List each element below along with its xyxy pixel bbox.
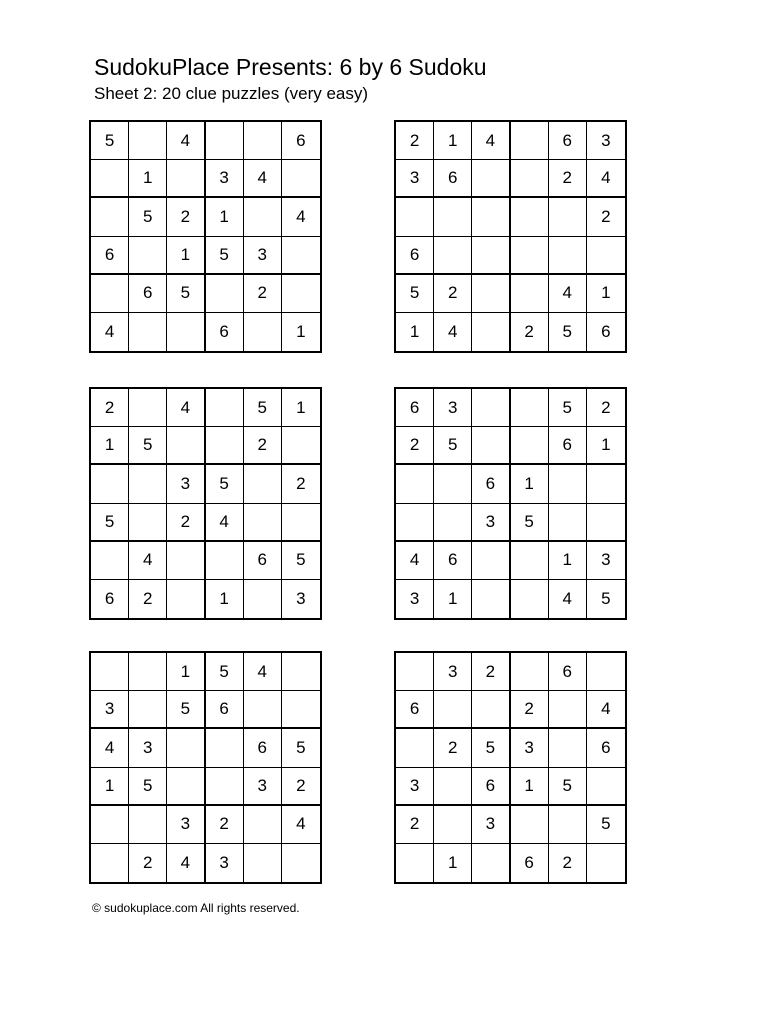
sudoku-cell: 5 bbox=[601, 588, 611, 608]
sudoku-cell: 2 bbox=[549, 160, 587, 198]
sudoku-cell: 2 bbox=[244, 275, 282, 313]
sudoku-cell bbox=[167, 768, 205, 806]
sudoku-cell: 1 bbox=[434, 122, 472, 160]
sudoku-cell: 2 bbox=[167, 504, 205, 542]
sudoku-cell: 1 bbox=[296, 321, 306, 341]
sudoku-cell: 5 bbox=[396, 275, 434, 313]
sudoku-cell: 6 bbox=[601, 321, 611, 341]
sudoku-cell: 4 bbox=[282, 806, 320, 844]
sudoku-cell bbox=[206, 122, 244, 160]
sudoku-cell: 6 bbox=[91, 580, 129, 618]
sudoku-cell bbox=[472, 313, 510, 351]
sudoku-cell: 4 bbox=[549, 580, 587, 618]
sudoku-cell: 1 bbox=[129, 160, 167, 198]
sudoku-cell bbox=[244, 313, 282, 351]
sudoku-cell bbox=[587, 465, 625, 503]
sudoku-cell: 2 bbox=[511, 313, 549, 351]
sudoku-cell: 2 bbox=[129, 580, 167, 618]
sudoku-cell: 6 bbox=[434, 542, 472, 580]
sudoku-cell bbox=[282, 653, 320, 691]
sudoku-cell bbox=[511, 580, 549, 618]
sudoku-cell: 1 bbox=[511, 768, 549, 806]
sudoku-cell bbox=[244, 504, 282, 542]
sudoku-cell bbox=[396, 465, 434, 503]
sudoku-cell: 5 bbox=[167, 691, 205, 729]
sudoku-cell: 3 bbox=[244, 237, 282, 275]
sudoku-cell: 2 bbox=[282, 768, 320, 806]
sudoku-cell: 3 bbox=[129, 729, 167, 767]
sudoku-cell bbox=[129, 691, 167, 729]
sudoku-cell: 1 bbox=[434, 844, 472, 882]
sudoku-cell: 2 bbox=[434, 729, 472, 767]
sudoku-cell bbox=[396, 729, 434, 767]
sudoku-cell bbox=[282, 844, 320, 882]
sudoku-cell: 4 bbox=[587, 691, 625, 729]
sudoku-cell: 2 bbox=[206, 806, 244, 844]
sudoku-cell: 6 bbox=[472, 768, 510, 806]
sudoku-cell: 5 bbox=[549, 768, 587, 806]
sudoku-cell bbox=[396, 844, 434, 882]
sudoku-cell bbox=[129, 504, 167, 542]
sudoku-cell: 3 bbox=[472, 504, 510, 542]
sudoku-cell: 2 bbox=[434, 275, 472, 313]
sudoku-cell: 2 bbox=[129, 844, 167, 882]
sudoku-cell: 4 bbox=[206, 504, 244, 542]
sudoku-cell: 5 bbox=[91, 122, 129, 160]
sudoku-cell bbox=[244, 806, 282, 844]
sudoku-cell: 3 bbox=[91, 691, 129, 729]
sudoku-cell: 1 bbox=[587, 427, 625, 465]
sudoku-cell: 2 bbox=[587, 198, 625, 236]
sudoku-cell: 2 bbox=[396, 122, 434, 160]
sudoku-cell: 3 bbox=[167, 806, 205, 844]
sudoku-cell bbox=[91, 844, 129, 882]
sudoku-cell bbox=[434, 465, 472, 503]
sudoku-cell bbox=[434, 198, 472, 236]
sudoku-cell bbox=[282, 504, 320, 542]
sudoku-cell: 5 bbox=[129, 198, 167, 236]
sudoku-cell bbox=[91, 198, 129, 236]
sudoku-cell bbox=[587, 844, 625, 882]
sudoku-cell: 1 bbox=[511, 465, 549, 503]
sudoku-cell: 3 bbox=[587, 542, 625, 580]
sudoku-cell bbox=[511, 389, 549, 427]
sudoku-grid-5 bbox=[89, 651, 322, 884]
sudoku-cell bbox=[129, 806, 167, 844]
sudoku-cell bbox=[511, 542, 549, 580]
sudoku-cell: 2 bbox=[396, 806, 434, 844]
sudoku-cell bbox=[396, 653, 434, 691]
sudoku-grid-6 bbox=[394, 651, 627, 884]
sudoku-cell bbox=[244, 844, 282, 882]
sudoku-cell: 3 bbox=[396, 160, 434, 198]
sudoku-cell bbox=[91, 465, 129, 503]
sudoku-cell: 6 bbox=[587, 729, 625, 767]
sudoku-cell: 5 bbox=[206, 237, 244, 275]
sudoku-cell bbox=[472, 691, 510, 729]
sudoku-cell bbox=[549, 237, 587, 275]
sudoku-cell bbox=[472, 160, 510, 198]
sudoku-cell bbox=[511, 198, 549, 236]
sudoku-cell: 4 bbox=[472, 122, 510, 160]
sudoku-cell: 5 bbox=[282, 542, 320, 580]
sudoku-cell: 4 bbox=[587, 160, 625, 198]
sudoku-cell: 2 bbox=[587, 389, 625, 427]
sudoku-cell: 6 bbox=[549, 427, 587, 465]
sudoku-cell: 5 bbox=[206, 653, 244, 691]
sudoku-cell bbox=[167, 542, 205, 580]
sudoku-cell bbox=[282, 275, 320, 313]
sudoku-cell bbox=[282, 160, 320, 198]
sudoku-cell bbox=[472, 844, 510, 882]
sudoku-grid-3 bbox=[89, 387, 322, 620]
sudoku-cell bbox=[511, 122, 549, 160]
sudoku-cell bbox=[244, 580, 282, 618]
sudoku-cell: 4 bbox=[167, 389, 205, 427]
sudoku-cell bbox=[549, 465, 587, 503]
sudoku-cell: 6 bbox=[206, 313, 244, 351]
sudoku-cell bbox=[587, 237, 625, 275]
sudoku-cell bbox=[206, 542, 244, 580]
page-title: SudokuPlace Presents: 6 by 6 Sudoku bbox=[94, 54, 487, 80]
sudoku-cell: 6 bbox=[396, 237, 434, 275]
sudoku-cell bbox=[282, 237, 320, 275]
sudoku-grid-1 bbox=[89, 120, 322, 353]
sudoku-cell: 6 bbox=[549, 122, 587, 160]
sudoku-cell bbox=[244, 465, 282, 503]
sudoku-cell: 3 bbox=[167, 465, 205, 503]
sudoku-cell: 3 bbox=[511, 729, 549, 767]
sudoku-cell bbox=[549, 806, 587, 844]
sudoku-cell: 5 bbox=[282, 729, 320, 767]
sudoku-cell bbox=[472, 389, 510, 427]
copyright-notice: © sudokuplace.com All rights reserved. bbox=[92, 901, 300, 915]
sudoku-cell bbox=[587, 504, 625, 542]
sudoku-cell: 2 bbox=[282, 465, 320, 503]
sudoku-cell: 2 bbox=[167, 198, 205, 236]
sudoku-cell: 5 bbox=[511, 504, 549, 542]
sudoku-cell: 6 bbox=[511, 844, 549, 882]
sudoku-cell: 6 bbox=[282, 122, 320, 160]
sudoku-cell bbox=[244, 691, 282, 729]
sudoku-cell bbox=[129, 237, 167, 275]
sudoku-cell bbox=[167, 160, 205, 198]
sudoku-cell bbox=[206, 427, 244, 465]
sudoku-cell bbox=[167, 313, 205, 351]
sudoku-cell: 6 bbox=[434, 160, 472, 198]
sudoku-cell bbox=[511, 275, 549, 313]
sudoku-cell bbox=[511, 653, 549, 691]
sudoku-cell bbox=[396, 198, 434, 236]
sudoku-cell bbox=[244, 198, 282, 236]
sudoku-cell: 1 bbox=[206, 198, 244, 236]
sudoku-cell bbox=[91, 275, 129, 313]
sudoku-cell bbox=[91, 160, 129, 198]
sudoku-cell: 5 bbox=[91, 504, 129, 542]
sudoku-cell: 2 bbox=[244, 427, 282, 465]
sudoku-cell: 4 bbox=[282, 198, 320, 236]
sudoku-cell bbox=[434, 768, 472, 806]
sudoku-cell bbox=[511, 427, 549, 465]
sudoku-cell bbox=[434, 806, 472, 844]
sudoku-cell bbox=[129, 653, 167, 691]
sudoku-cell: 3 bbox=[587, 122, 625, 160]
sudoku-cell bbox=[167, 580, 205, 618]
sudoku-cell bbox=[91, 806, 129, 844]
sudoku-cell: 1 bbox=[587, 275, 625, 313]
sudoku-cell: 2 bbox=[91, 389, 129, 427]
sudoku-cell bbox=[511, 160, 549, 198]
sudoku-cell: 1 bbox=[91, 768, 129, 806]
sudoku-cell: 6 bbox=[129, 275, 167, 313]
sudoku-cell bbox=[167, 427, 205, 465]
sudoku-cell: 1 bbox=[167, 653, 205, 691]
sudoku-cell: 1 bbox=[206, 580, 244, 618]
sudoku-cell: 6 bbox=[472, 465, 510, 503]
sudoku-cell bbox=[434, 237, 472, 275]
sudoku-cell: 2 bbox=[511, 691, 549, 729]
sudoku-cell: 6 bbox=[91, 237, 129, 275]
sudoku-cell bbox=[587, 653, 625, 691]
sudoku-cell bbox=[282, 427, 320, 465]
sudoku-cell bbox=[129, 465, 167, 503]
sudoku-cell: 1 bbox=[282, 389, 320, 427]
sudoku-cell bbox=[167, 729, 205, 767]
sudoku-cell: 6 bbox=[244, 729, 282, 767]
sudoku-cell bbox=[472, 198, 510, 236]
sudoku-cell bbox=[282, 691, 320, 729]
sudoku-cell: 1 bbox=[91, 427, 129, 465]
sudoku-cell: 1 bbox=[167, 237, 205, 275]
sudoku-cell bbox=[549, 198, 587, 236]
sudoku-cell: 4 bbox=[167, 122, 205, 160]
sudoku-cell bbox=[511, 237, 549, 275]
sudoku-grid-2 bbox=[394, 120, 627, 353]
sudoku-cell: 3 bbox=[396, 768, 434, 806]
sudoku-cell: 5 bbox=[206, 465, 244, 503]
sudoku-grid-4 bbox=[394, 387, 627, 620]
sudoku-cell: 3 bbox=[206, 844, 244, 882]
sudoku-cell: 4 bbox=[244, 160, 282, 198]
sudoku-cell: 5 bbox=[244, 389, 282, 427]
sudoku-cell: 2 bbox=[472, 653, 510, 691]
sudoku-cell: 2 bbox=[549, 844, 587, 882]
sudoku-cell: 5 bbox=[549, 313, 587, 351]
sudoku-cell: 5 bbox=[129, 768, 167, 806]
sudoku-cell bbox=[206, 275, 244, 313]
sudoku-cell: 3 bbox=[434, 389, 472, 427]
sudoku-cell bbox=[244, 122, 282, 160]
sudoku-cell: 3 bbox=[434, 653, 472, 691]
sudoku-cell: 4 bbox=[129, 542, 167, 580]
sudoku-cell bbox=[549, 729, 587, 767]
sudoku-cell bbox=[129, 122, 167, 160]
sudoku-cell: 4 bbox=[396, 542, 434, 580]
sudoku-cell bbox=[472, 580, 510, 618]
sudoku-cell bbox=[549, 504, 587, 542]
sudoku-cell bbox=[129, 389, 167, 427]
sudoku-cell bbox=[549, 691, 587, 729]
sudoku-cell bbox=[434, 691, 472, 729]
sudoku-cell: 2 bbox=[396, 427, 434, 465]
sudoku-cell: 3 bbox=[396, 580, 434, 618]
sudoku-cell bbox=[472, 427, 510, 465]
sudoku-cell: 5 bbox=[472, 729, 510, 767]
sudoku-cell bbox=[206, 729, 244, 767]
sudoku-cell bbox=[472, 237, 510, 275]
sudoku-cell bbox=[472, 542, 510, 580]
sudoku-cell: 4 bbox=[549, 275, 587, 313]
sudoku-cell: 4 bbox=[167, 844, 205, 882]
sudoku-cell bbox=[434, 504, 472, 542]
sudoku-cell: 5 bbox=[549, 389, 587, 427]
sudoku-cell: 4 bbox=[244, 653, 282, 691]
sudoku-cell: 1 bbox=[549, 542, 587, 580]
sudoku-cell bbox=[91, 653, 129, 691]
sudoku-cell: 4 bbox=[91, 313, 129, 351]
sudoku-cell: 6 bbox=[206, 691, 244, 729]
sudoku-cell: 5 bbox=[587, 806, 625, 844]
sudoku-cell: 6 bbox=[244, 542, 282, 580]
sudoku-cell bbox=[91, 542, 129, 580]
sudoku-cell: 5 bbox=[129, 427, 167, 465]
page-subtitle: Sheet 2: 20 clue puzzles (very easy) bbox=[94, 84, 369, 103]
sudoku-cell: 5 bbox=[434, 427, 472, 465]
sudoku-cell: 6 bbox=[549, 653, 587, 691]
sudoku-cell: 3 bbox=[472, 806, 510, 844]
sudoku-cell: 6 bbox=[396, 691, 434, 729]
sudoku-cell bbox=[587, 768, 625, 806]
sudoku-cell: 1 bbox=[396, 313, 434, 351]
sudoku-cell: 3 bbox=[206, 160, 244, 198]
sudoku-cell: 3 bbox=[296, 588, 306, 608]
sudoku-cell bbox=[129, 313, 167, 351]
sudoku-cell bbox=[511, 806, 549, 844]
sudoku-cell: 6 bbox=[396, 389, 434, 427]
sudoku-cell: 1 bbox=[434, 580, 472, 618]
sudoku-cell bbox=[206, 389, 244, 427]
sudoku-cell: 4 bbox=[91, 729, 129, 767]
sudoku-cell bbox=[472, 275, 510, 313]
sudoku-cell: 3 bbox=[244, 768, 282, 806]
sudoku-cell: 4 bbox=[434, 313, 472, 351]
sudoku-cell bbox=[206, 768, 244, 806]
sudoku-cell bbox=[396, 504, 434, 542]
sudoku-cell: 5 bbox=[167, 275, 205, 313]
